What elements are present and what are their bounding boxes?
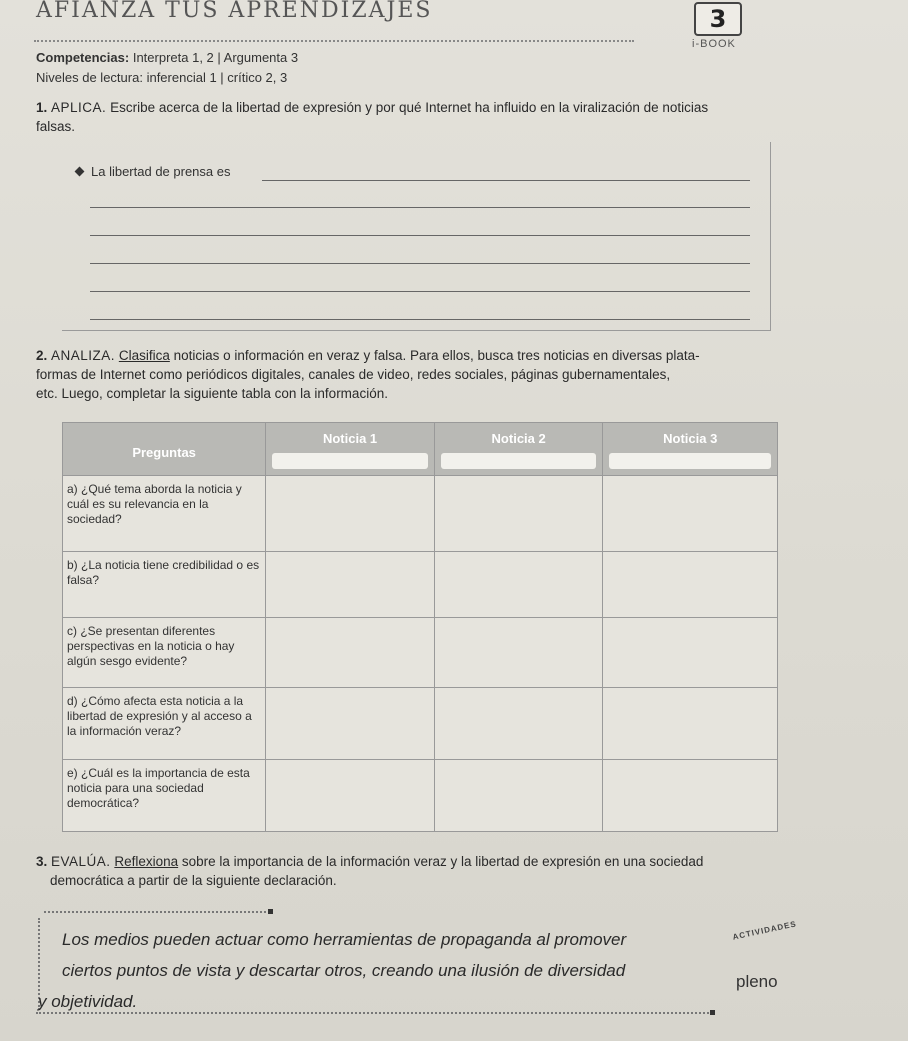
answer-cell[interactable] <box>266 618 435 688</box>
question-3 <box>36 852 703 890</box>
q2-text-a: noticias o información en veraz y falsa. Para ellos, busca tres noticias en diversas plata- <box>173 348 700 363</box>
answer-cell[interactable] <box>603 688 778 760</box>
q2-underlined-word: Clasifica <box>118 348 170 363</box>
answer-line[interactable] <box>90 291 750 292</box>
answer-cell[interactable] <box>603 618 778 688</box>
niveles-label: Niveles de lectura: <box>36 70 143 85</box>
header-noticia-2-label: Noticia 2 <box>491 431 546 446</box>
header-noticia-2 <box>434 423 603 476</box>
news-classification-table <box>62 422 778 832</box>
actividades-logo: ACTIVIDADES <box>731 919 798 942</box>
question-1 <box>36 98 708 136</box>
q1-bullet <box>76 164 230 179</box>
q3-underlined-word: Reflexiona <box>114 854 179 869</box>
noticia-3-title-field[interactable] <box>609 453 771 469</box>
q3-verb: EVALÚA. <box>51 854 111 869</box>
answer-cell[interactable] <box>603 760 778 832</box>
answer-cell[interactable] <box>603 552 778 618</box>
question-cell-c: c) ¿Se presentan diferentes perspectivas en la noticia o hay algún sesgo evidente? <box>63 618 266 688</box>
question-cell-d: d) ¿Cómo afecta esta noticia a la libertad de expresión y al acceso a la información veraz? <box>63 688 266 760</box>
q1-verb: APLICA. <box>51 100 107 115</box>
header-noticia-3 <box>603 423 778 476</box>
niveles-line <box>36 70 287 85</box>
q2-text-b: formas de Internet como periódicos digitales, canales de video, redes sociales, páginas gubernamentales, <box>36 367 671 382</box>
q1-text-b: falsas. <box>36 119 76 134</box>
table-row <box>63 688 778 760</box>
question-cell-b: b) ¿La noticia tiene credibilidad o es falsa? <box>63 552 266 618</box>
pleno-logo: pleno <box>736 972 778 991</box>
answer-line[interactable] <box>90 263 750 264</box>
question-2 <box>36 346 700 403</box>
answer-cell[interactable] <box>434 476 603 552</box>
competencias-line <box>36 50 298 65</box>
header-preguntas <box>63 423 266 476</box>
table-row <box>63 618 778 688</box>
declaration-quote <box>38 924 742 1017</box>
bullet-icon <box>75 167 85 177</box>
answer-cell[interactable] <box>266 476 435 552</box>
answer-cell[interactable] <box>266 552 435 618</box>
answer-cell[interactable] <box>434 552 603 618</box>
q3-number: 3. <box>36 854 48 869</box>
quote-border-top <box>44 911 270 913</box>
ibook-label: i-BOOK <box>692 38 736 50</box>
header-noticia-1 <box>266 423 435 476</box>
declaration-line-3: y objetividad. <box>38 992 138 1011</box>
q1-number: 1. <box>36 100 48 115</box>
q3-text-b: democrática a partir de la siguiente declaración. <box>50 873 337 888</box>
answer-cell[interactable] <box>603 476 778 552</box>
section-title: AFIANZA TUS APRENDIZAJES <box>36 0 433 23</box>
table-row <box>63 552 778 618</box>
answer-line[interactable] <box>90 207 750 208</box>
answer-cell[interactable] <box>434 760 603 832</box>
answer-cell[interactable] <box>266 760 435 832</box>
question-cell-a: a) ¿Qué tema aborda la noticia y cuál es su relevancia en la sociedad? <box>63 476 266 552</box>
answer-cell[interactable] <box>266 688 435 760</box>
q1-bullet-text: La libertad de prensa es <box>91 164 231 179</box>
answer-line[interactable] <box>90 235 750 236</box>
competencias-value: Interpreta 1, 2 | Argumenta 3 <box>132 50 299 65</box>
header-divider <box>34 40 634 42</box>
answer-cell[interactable] <box>434 688 603 760</box>
declaration-line-1: Los medios pueden actuar como herramientas de propaganda al promover <box>62 930 627 949</box>
answer-cell[interactable] <box>434 618 603 688</box>
table-row <box>63 476 778 552</box>
answer-line[interactable] <box>262 180 750 181</box>
competencias-label: Competencias: <box>36 50 130 65</box>
header-preguntas-label: Preguntas <box>132 445 196 460</box>
declaration-line-2: ciertos puntos de vista y descartar otros, creando una ilusión de diversidad <box>62 961 626 980</box>
page-number-badge: 3 <box>694 2 742 36</box>
q1-text-a: Escribe acerca de la libertad de expresión y por qué Internet ha influido en la viralización de noticias <box>110 100 709 115</box>
table-row <box>63 760 778 832</box>
table-header-row <box>63 423 778 476</box>
q2-verb: ANALIZA. <box>51 348 116 363</box>
header-noticia-1-label: Noticia 1 <box>322 431 378 446</box>
header-noticia-3-label: Noticia 3 <box>663 431 718 446</box>
q3-text-a: sobre la importancia de la información veraz y la libertad de expresión en una sociedad <box>181 854 704 869</box>
q2-text-c: etc. Luego, completar la siguiente tabla con la información. <box>36 386 388 401</box>
corner-marker <box>268 909 273 914</box>
question-cell-e: e) ¿Cuál es la importancia de esta noticia para una sociedad democrática? <box>63 760 266 832</box>
answer-line[interactable] <box>90 319 750 320</box>
q2-number: 2. <box>36 348 48 363</box>
noticia-2-title-field[interactable] <box>441 453 597 469</box>
noticia-1-title-field[interactable] <box>272 453 428 469</box>
niveles-value: inferencial 1 | crítico 2, 3 <box>146 70 288 85</box>
